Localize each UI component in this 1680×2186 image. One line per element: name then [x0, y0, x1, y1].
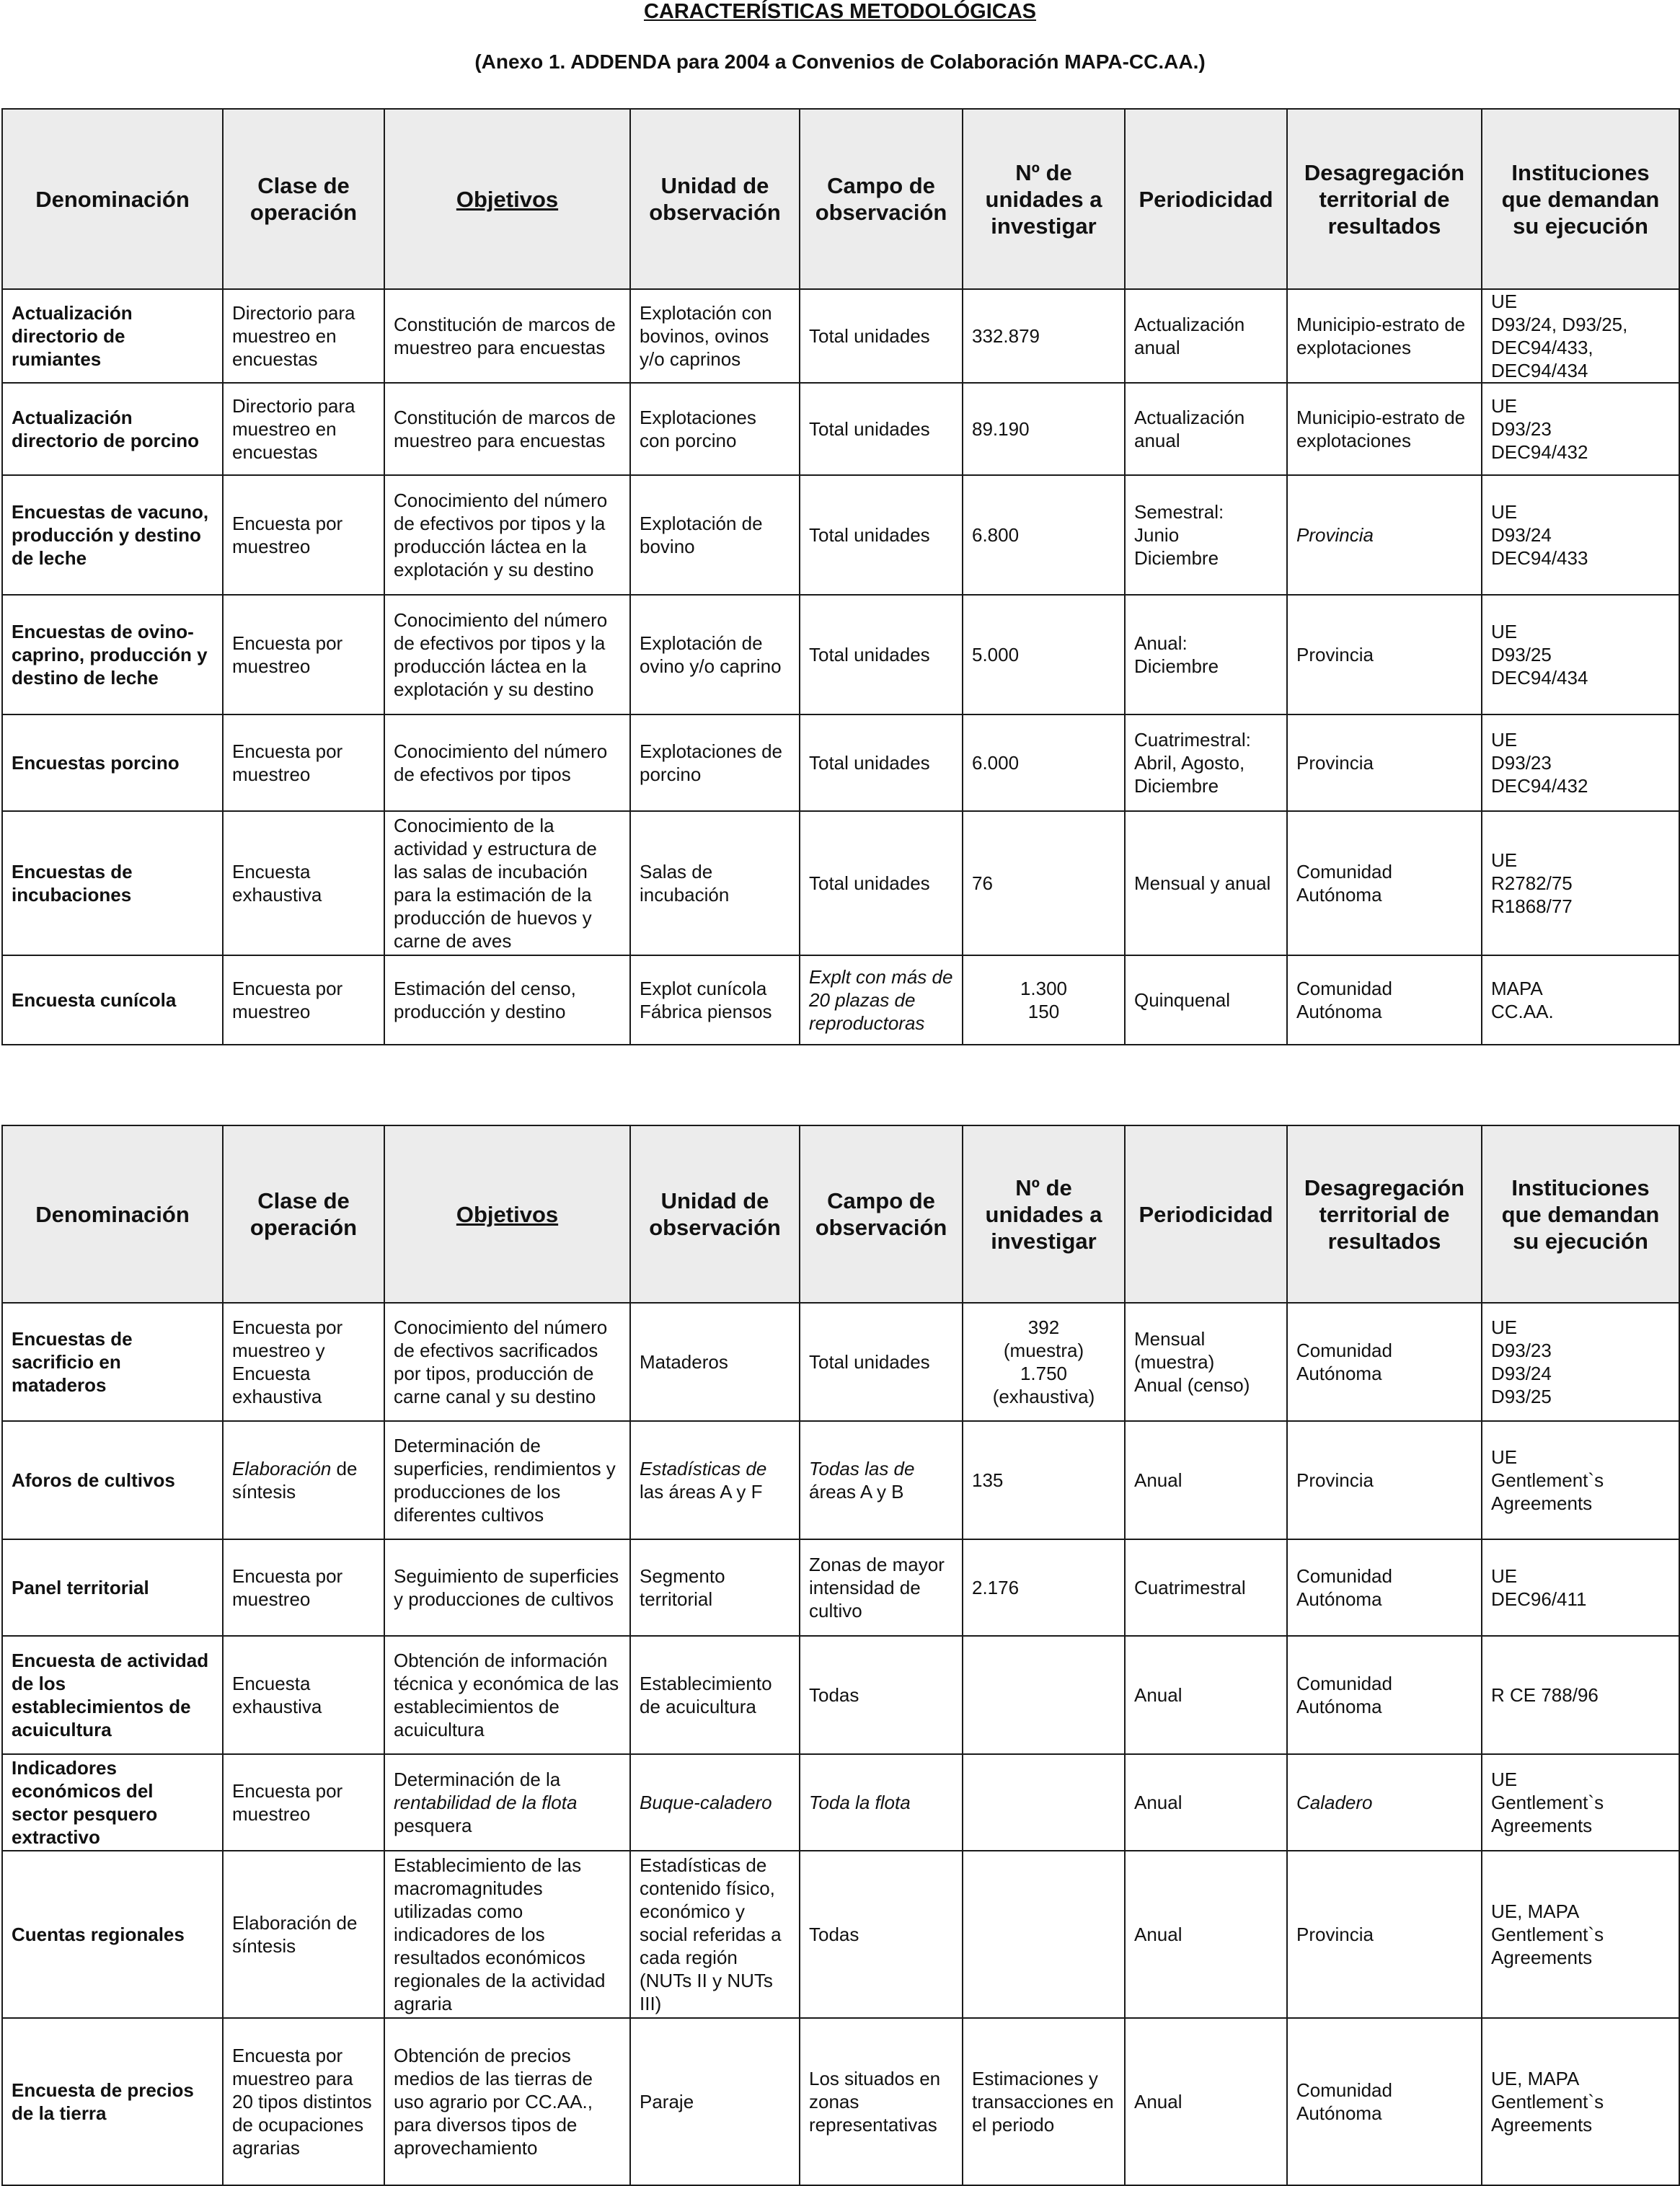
cell-instituciones: UE R2782/75 R1868/77	[1482, 811, 1679, 955]
cell-unidad: Explotaciones de porcino	[630, 714, 800, 811]
cell-clase: Encuesta por muestreo	[223, 595, 384, 714]
cell-desagregacion: Municipio-estrato de explotaciones	[1287, 289, 1482, 383]
table-row	[2, 595, 1679, 714]
cell-desagregacion: Comunidad Autónoma	[1287, 1539, 1482, 1636]
table-row	[2, 1303, 1679, 1421]
cell-unidad: Explotaciones con porcino	[630, 383, 800, 475]
cell-objetivos: Conocimiento del número de efectivos sacrificados por tipos, producción de carne canal y su destino	[384, 1303, 630, 1421]
cell-campo-rest: áreas A y B	[809, 1481, 904, 1503]
cell-instituciones: UE D93/24, D93/25, DEC94/433, DEC94/434	[1482, 289, 1679, 383]
cell-unidad-rest: las áreas A y F	[640, 1481, 763, 1503]
cell-periodicidad: Mensual y anual	[1125, 811, 1287, 955]
cell-unidad: Paraje	[630, 2018, 800, 2185]
cell-objetivos: Conocimiento de la actividad y estructura de las salas de incubación para la estimación de la producción de huevos y carne de aves	[384, 811, 630, 955]
cell-unidad: Buque-caladero	[630, 1754, 800, 1851]
cell-denominacion: Panel territorial	[2, 1539, 223, 1636]
header-clase: Clase de operación	[223, 1125, 384, 1303]
cell-desagregacion: Provincia	[1287, 595, 1482, 714]
header-desagregacion: Desagregación territorial de resultados	[1287, 1125, 1482, 1303]
cell-objetivos: Estimación del censo, producción y destino	[384, 955, 630, 1045]
cell-campo-italic: Todas las de	[809, 1458, 915, 1479]
cell-num-unidades: 135	[963, 1421, 1125, 1539]
cell-clase: Directorio para muestreo en encuestas	[223, 383, 384, 475]
cell-instituciones: UE D93/23 D93/24 D93/25	[1482, 1303, 1679, 1421]
cell-clase: Encuesta exhaustiva	[223, 811, 384, 955]
cell-clase: Encuesta por muestreo	[223, 1754, 384, 1851]
cell-desagregacion: Provincia	[1287, 475, 1482, 595]
cell-unidad: Establecimiento de acuicultura	[630, 1636, 800, 1754]
cell-objetivos: Constitución de marcos de muestreo para encuestas	[384, 383, 630, 475]
header-denominacion: Denominación	[2, 109, 223, 289]
cell-num-unidades: 6.800	[963, 475, 1125, 595]
cell-clase: Encuesta por muestreo	[223, 714, 384, 811]
cell-objetivos	[384, 1754, 630, 1851]
cell-desagregacion: Comunidad Autónoma	[1287, 955, 1482, 1045]
cell-denominacion: Encuestas de incubaciones	[2, 811, 223, 955]
cell-num-unidades: 89.190	[963, 383, 1125, 475]
cell-desagregacion: Comunidad Autónoma	[1287, 811, 1482, 955]
cell-clase-italic: Elaboración	[232, 1458, 332, 1479]
cell-num-unidades: 6.000	[963, 714, 1125, 811]
cell-campo: Total unidades	[800, 289, 963, 383]
cell-unidad: Explotación con bovinos, ovinos y/o caprinos	[630, 289, 800, 383]
cell-clase-rest: de síntesis	[232, 1458, 358, 1503]
header-unidad: Unidad de observación	[630, 109, 800, 289]
page-subtitle: (Anexo 1. ADDENDA para 2004 a Convenios de Colaboración MAPA-CC.AA.)	[474, 50, 1206, 73]
table-row	[2, 811, 1679, 955]
table-row	[2, 289, 1679, 383]
cell-objetivos: Establecimiento de las macromagnitudes utilizadas como indicadores de los resultados económicos regionales de la actividad agraria	[384, 1851, 630, 2018]
header-clase: Clase de operación	[223, 109, 384, 289]
cell-unidad: Explotación de ovino y/o caprino	[630, 595, 800, 714]
header-objetivos: Objetivos	[384, 1125, 630, 1303]
cell-num-unidades: 5.000	[963, 595, 1125, 714]
cell-denominacion: Indicadores económicos del sector pesquero extractivo	[2, 1754, 223, 1851]
cell-periodicidad: Cuatrimestral	[1125, 1539, 1287, 1636]
cell-instituciones: MAPA CC.AA.	[1482, 955, 1679, 1045]
table-row	[2, 1851, 1679, 2018]
cell-objetivos-italic: rentabilidad de la flota	[394, 1792, 578, 1813]
cell-num-unidades	[963, 1636, 1125, 1754]
cell-campo: Todas	[800, 1636, 963, 1754]
cell-denominacion: Cuentas regionales	[2, 1851, 223, 2018]
cell-num-unidades: 392 (muestra) 1.750 (exhaustiva)	[963, 1303, 1125, 1421]
cell-periodicidad: Anual: Diciembre	[1125, 595, 1287, 714]
cell-desagregacion: Caladero	[1287, 1754, 1482, 1851]
cell-instituciones: UE Gentlement`s Agreements	[1482, 1754, 1679, 1851]
cell-unidad: Explot cunícola Fábrica piensos	[630, 955, 800, 1045]
table-row	[2, 475, 1679, 595]
cell-desagregacion: Comunidad Autónoma	[1287, 2018, 1482, 2185]
cell-denominacion: Encuestas de vacuno, producción y destino de leche	[2, 475, 223, 595]
methodology-table-1	[1, 108, 1680, 1045]
header-num-unidades: Nº de unidades a investigar	[963, 1125, 1125, 1303]
cell-unidad: Explotación de bovino	[630, 475, 800, 595]
cell-desagregacion: Municipio-estrato de explotaciones	[1287, 383, 1482, 475]
header-campo: Campo de observación	[800, 109, 963, 289]
cell-denominacion: Aforos de cultivos	[2, 1421, 223, 1539]
cell-clase: Directorio para muestreo en encuestas	[223, 289, 384, 383]
header-campo: Campo de observación	[800, 1125, 963, 1303]
cell-unidad: Salas de incubación	[630, 811, 800, 955]
cell-campo: Los situados en zonas representativas	[800, 2018, 963, 2185]
cell-clase: Encuesta por muestreo	[223, 955, 384, 1045]
cell-clase: Encuesta por muestreo para 20 tipos distintos de ocupaciones agrarias	[223, 2018, 384, 2185]
cell-campo	[800, 1421, 963, 1539]
cell-num-unidades: 1.300 150	[963, 955, 1125, 1045]
cell-objetivos: Conocimiento del número de efectivos por tipos y la producción láctea en la explotación y su destino	[384, 475, 630, 595]
cell-denominacion: Encuesta cunícola	[2, 955, 223, 1045]
table-row	[2, 1539, 1679, 1636]
cell-clase: Encuesta por muestreo y Encuesta exhaustiva	[223, 1303, 384, 1421]
header-denominacion: Denominación	[2, 1125, 223, 1303]
cell-periodicidad: Anual	[1125, 1421, 1287, 1539]
table-row	[2, 714, 1679, 811]
cell-unidad: Mataderos	[630, 1303, 800, 1421]
cell-clase	[223, 1421, 384, 1539]
cell-campo: Total unidades	[800, 595, 963, 714]
cell-campo: Explt con más de 20 plazas de reproductoras	[800, 955, 963, 1045]
cell-clase: Encuesta exhaustiva	[223, 1636, 384, 1754]
cell-instituciones: UE, MAPA Gentlement`s Agreements	[1482, 1851, 1679, 2018]
cell-desagregacion: Provincia	[1287, 714, 1482, 811]
cell-campo: Toda la flota	[800, 1754, 963, 1851]
cell-periodicidad: Anual	[1125, 1851, 1287, 2018]
cell-unidad: Segmento territorial	[630, 1539, 800, 1636]
header-instituciones: Instituciones que demandan su ejecución	[1482, 109, 1679, 289]
methodology-table-2	[1, 1125, 1680, 2186]
cell-unidad: Estadísticas de contenido físico, económico y social referidas a cada región (NUTs II y NUTs III)	[630, 1851, 800, 2018]
table-row	[2, 1754, 1679, 1851]
cell-periodicidad: Actualización anual	[1125, 383, 1287, 475]
cell-unidad	[630, 1421, 800, 1539]
cell-clase: Encuesta por muestreo	[223, 1539, 384, 1636]
cell-num-unidades: 76	[963, 811, 1125, 955]
table-row	[2, 1421, 1679, 1539]
cell-objetivos: Obtención de información técnica y económica de las establecimientos de acuicultura	[384, 1636, 630, 1754]
cell-clase: Elaboración de síntesis	[223, 1851, 384, 2018]
cell-desagregacion: Comunidad Autónoma	[1287, 1636, 1482, 1754]
cell-objetivos-lead: Determinación de la	[394, 1769, 561, 1790]
cell-campo: Total unidades	[800, 475, 963, 595]
cell-denominacion: Encuestas porcino	[2, 714, 223, 811]
cell-objetivos: Conocimiento del número de efectivos por tipos	[384, 714, 630, 811]
cell-denominacion: Encuesta de precios de la tierra	[2, 2018, 223, 2185]
header-desagregacion: Desagregación territorial de resultados	[1287, 109, 1482, 289]
cell-objetivos: Seguimiento de superficies y producciones de cultivos	[384, 1539, 630, 1636]
cell-periodicidad: Anual	[1125, 2018, 1287, 2185]
cell-clase: Encuesta por muestreo	[223, 475, 384, 595]
cell-desagregacion: Provincia	[1287, 1421, 1482, 1539]
header-periodicidad: Periodicidad	[1125, 1125, 1287, 1303]
cell-periodicidad: Actualización anual	[1125, 289, 1287, 383]
cell-denominacion: Actualización directorio de rumiantes	[2, 289, 223, 383]
cell-periodicidad: Anual	[1125, 1754, 1287, 1851]
cell-instituciones: UE Gentlement`s Agreements	[1482, 1421, 1679, 1539]
cell-objetivos: Constitución de marcos de muestreo para encuestas	[384, 289, 630, 383]
cell-periodicidad: Anual	[1125, 1636, 1287, 1754]
cell-num-unidades: 2.176	[963, 1539, 1125, 1636]
cell-objetivos: Determinación de superficies, rendimientos y producciones de los diferentes cultivos	[384, 1421, 630, 1539]
header-unidad: Unidad de observación	[630, 1125, 800, 1303]
cell-objetivos: Obtención de precios medios de las tierras de uso agrario por CC.AA., para diversos tipos de aprovechamiento	[384, 2018, 630, 2185]
cell-campo: Total unidades	[800, 1303, 963, 1421]
cell-num-unidades: 332.879	[963, 289, 1125, 383]
cell-instituciones: UE DEC96/411	[1482, 1539, 1679, 1636]
cell-instituciones: UE D93/25 DEC94/434	[1482, 595, 1679, 714]
header-row	[2, 109, 1679, 289]
header-objetivos: Objetivos	[384, 109, 630, 289]
cell-periodicidad: Mensual (muestra) Anual (censo)	[1125, 1303, 1287, 1421]
cell-objetivos: Conocimiento del número de efectivos por tipos y la producción láctea en la explotación y su destino	[384, 595, 630, 714]
cell-desagregacion: Provincia	[1287, 1851, 1482, 2018]
cell-desagregacion: Comunidad Autónoma	[1287, 1303, 1482, 1421]
cell-periodicidad: Semestral: Junio Diciembre	[1125, 475, 1287, 595]
cell-num-unidades: Estimaciones y transacciones en el periodo	[963, 2018, 1125, 2185]
header-instituciones: Instituciones que demandan su ejecución	[1482, 1125, 1679, 1303]
cell-campo: Total unidades	[800, 383, 963, 475]
header-num-unidades: Nº de unidades a investigar	[963, 109, 1125, 289]
cell-objetivos-tail: pesquera	[394, 1815, 472, 1836]
cell-campo: Total unidades	[800, 811, 963, 955]
cell-periodicidad: Cuatrimestral: Abril, Agosto, Diciembre	[1125, 714, 1287, 811]
header-periodicidad: Periodicidad	[1125, 109, 1287, 289]
table-row	[2, 955, 1679, 1045]
cell-instituciones: R CE 788/96	[1482, 1636, 1679, 1754]
cell-denominacion: Actualización directorio de porcino	[2, 383, 223, 475]
cell-num-unidades	[963, 1851, 1125, 2018]
cell-campo: Zonas de mayor intensidad de cultivo	[800, 1539, 963, 1636]
cell-unidad-italic: Estadísticas de	[640, 1458, 767, 1479]
cell-denominacion: Encuestas de ovino-caprino, producción y destino de leche	[2, 595, 223, 714]
header-row	[2, 1125, 1679, 1303]
table-row	[2, 383, 1679, 475]
page-title: CARACTERÍSTICAS METODOLÓGICAS	[643, 0, 1037, 23]
cell-campo: Total unidades	[800, 714, 963, 811]
cell-denominacion: Encuesta de actividad de los establecimientos de acuicultura	[2, 1636, 223, 1754]
table-row	[2, 1636, 1679, 1754]
cell-denominacion: Encuestas de sacrificio en mataderos	[2, 1303, 223, 1421]
cell-instituciones: UE D93/24 DEC94/433	[1482, 475, 1679, 595]
cell-num-unidades	[963, 1754, 1125, 1851]
cell-instituciones: UE D93/23 DEC94/432	[1482, 383, 1679, 475]
cell-instituciones: UE D93/23 DEC94/432	[1482, 714, 1679, 811]
cell-campo: Todas	[800, 1851, 963, 2018]
cell-instituciones: UE, MAPA Gentlement`s Agreements	[1482, 2018, 1679, 2185]
cell-periodicidad: Quinquenal	[1125, 955, 1287, 1045]
table-row	[2, 2018, 1679, 2185]
